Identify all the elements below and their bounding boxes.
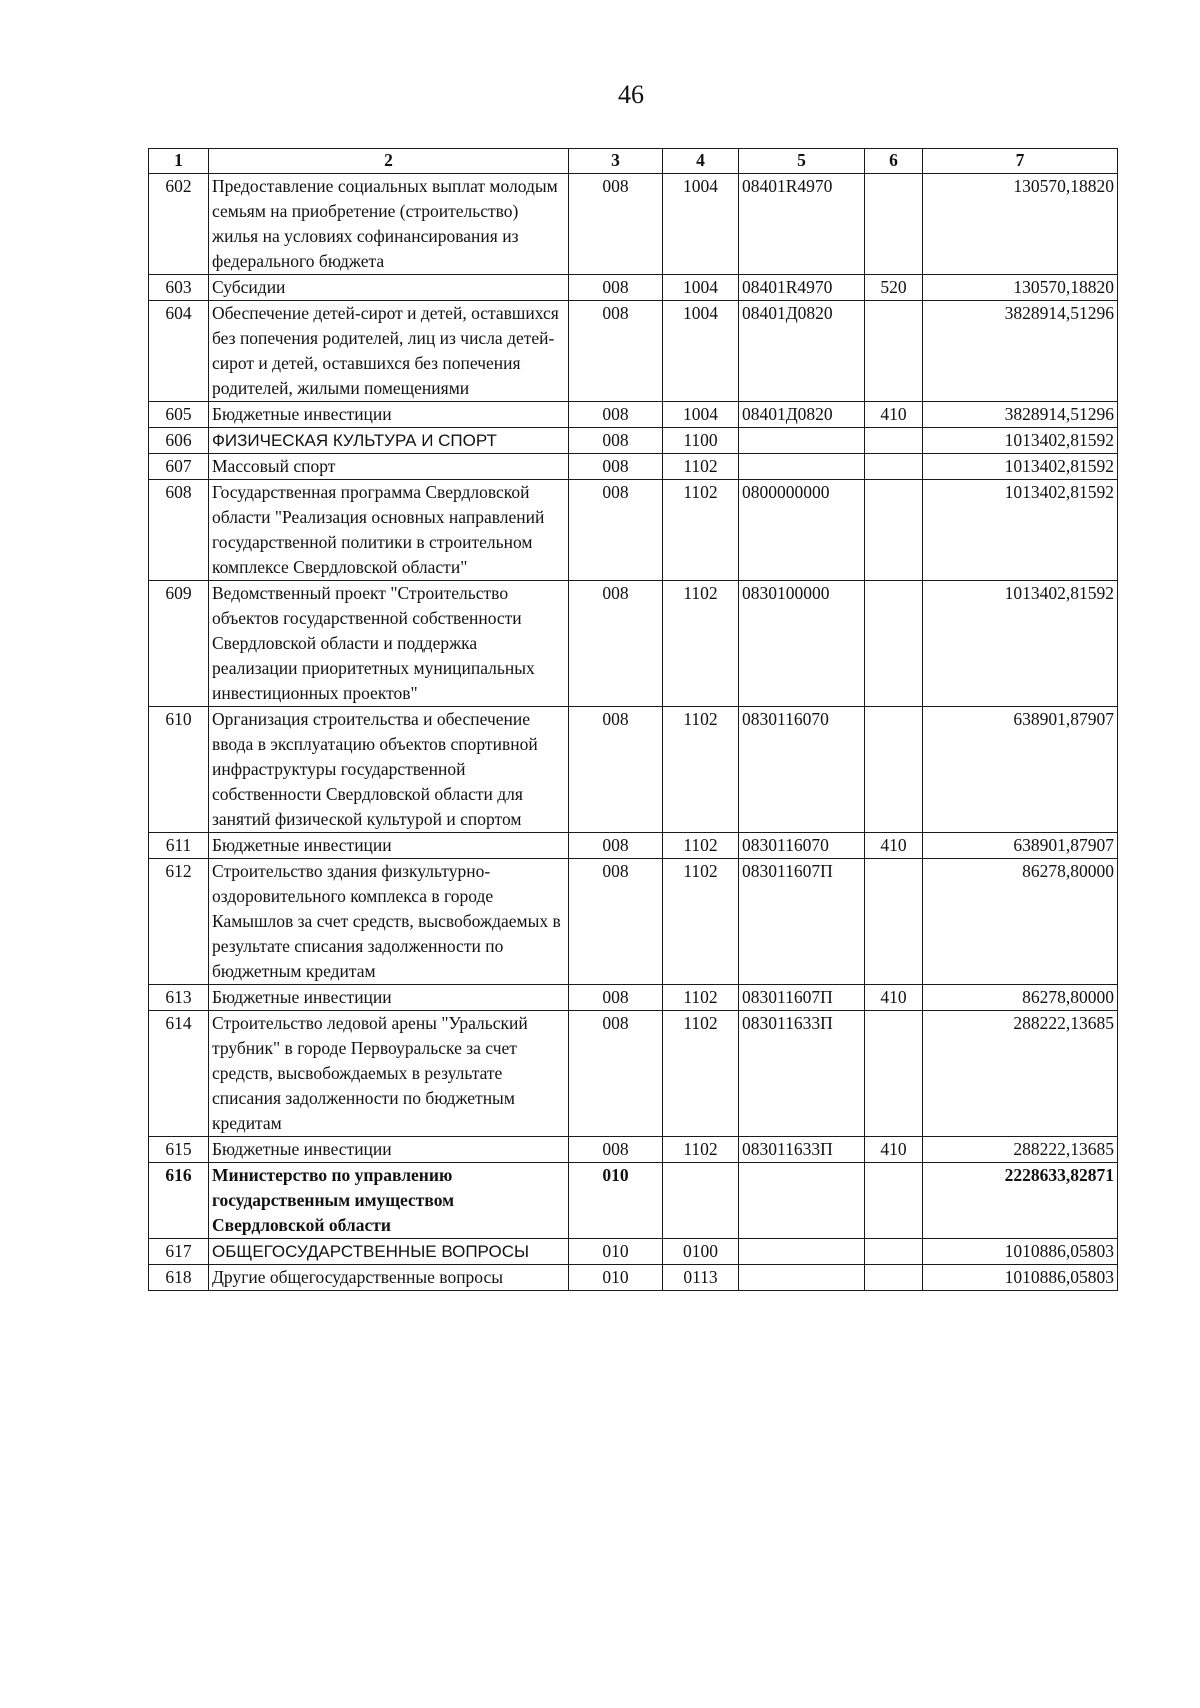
row-number: 604 [149,301,209,402]
row-target-code [739,428,865,454]
row-amount: 130570,18820 [923,174,1118,275]
row-expense-type [865,428,923,454]
table-row [149,1265,1118,1291]
row-ministry-code: 008 [569,402,663,428]
row-amount: 288222,13685 [923,1011,1118,1137]
row-ministry-code: 010 [569,1163,663,1239]
row-expense-type [865,174,923,275]
row-description: Массовый спорт [209,454,569,480]
row-expense-type [865,454,923,480]
header-col-5: 5 [739,149,865,174]
row-target-code [739,454,865,480]
row-number: 612 [149,859,209,985]
header-col-7: 7 [923,149,1118,174]
row-target-code: 08401Д0820 [739,301,865,402]
row-amount: 1013402,81592 [923,454,1118,480]
row-description: Строительство ледовой арены "Уральский трубник" в городе Первоуральске за счет средств, высвобождаемых в результате списания задолженности по бюджетным кредитам [209,1011,569,1137]
row-section-code: 1102 [663,859,739,985]
row-description: Обеспечение детей-сирот и детей, оставшихся без попечения родителей, лиц из числа детей-сирот и детей, оставшихся без попечения родителей, жилыми помещениями [209,301,569,402]
row-section-code: 1102 [663,454,739,480]
row-expense-type [865,859,923,985]
row-amount: 86278,80000 [923,985,1118,1011]
row-number: 607 [149,454,209,480]
row-expense-type: 410 [865,402,923,428]
header-col-1: 1 [149,149,209,174]
row-description: Предоставление социальных выплат молодым семьям на приобретение (строительство) жилья на условиях софинансирования из федерального бюджета [209,174,569,275]
row-target-code: 083011607П [739,859,865,985]
row-number: 613 [149,985,209,1011]
row-description: Строительство здания физкультурно-оздоровительного комплекса в городе Камышлов за счет средств, высвобождаемых в результате списания задолженности по бюджетным кредитам [209,859,569,985]
row-amount: 1010886,05803 [923,1265,1118,1291]
row-ministry-code: 010 [569,1265,663,1291]
row-number: 609 [149,581,209,707]
table-row [149,1163,1118,1239]
row-ministry-code: 008 [569,1137,663,1163]
table-body [149,174,1118,1291]
row-number: 610 [149,707,209,833]
row-section-code: 1102 [663,985,739,1011]
row-description: Государственная программа Свердловской области "Реализация основных направлений государственной политики в строительном комплексе Свердловской области" [209,480,569,581]
row-amount: 1013402,81592 [923,480,1118,581]
table-row [149,581,1118,707]
row-section-code: 1102 [663,833,739,859]
row-section-code: 1102 [663,480,739,581]
row-description: Ведомственный проект "Строительство объектов государственной собственности Свердловской области и поддержка реализации приоритетных муниципальных инвестиционных проектов" [209,581,569,707]
row-number: 617 [149,1239,209,1265]
row-amount: 3828914,51296 [923,301,1118,402]
table-row [149,985,1118,1011]
row-amount: 86278,80000 [923,859,1118,985]
row-section-code: 0113 [663,1265,739,1291]
table-row [149,402,1118,428]
row-expense-type [865,1239,923,1265]
table-row [149,833,1118,859]
row-target-code: 083011633П [739,1011,865,1137]
table-row [149,1011,1118,1137]
row-amount: 638901,87907 [923,707,1118,833]
header-col-6: 6 [865,149,923,174]
table-row [149,301,1118,402]
row-target-code [739,1239,865,1265]
row-description: ФИЗИЧЕСКАЯ КУЛЬТУРА И СПОРТ [209,428,569,454]
row-ministry-code: 008 [569,301,663,402]
row-section-code: 1102 [663,707,739,833]
row-number: 603 [149,275,209,301]
row-target-code: 083011633П [739,1137,865,1163]
table-row [149,275,1118,301]
row-amount: 1013402,81592 [923,428,1118,454]
row-number: 618 [149,1265,209,1291]
row-amount: 1013402,81592 [923,581,1118,707]
row-section-code: 1004 [663,174,739,275]
row-section-code: 1100 [663,428,739,454]
budget-table [148,148,1118,1291]
row-number: 616 [149,1163,209,1239]
row-expense-type [865,480,923,581]
row-expense-type [865,1265,923,1291]
row-description: Другие общегосударственные вопросы [209,1265,569,1291]
header-col-2: 2 [209,149,569,174]
row-amount: 1010886,05803 [923,1239,1118,1265]
row-ministry-code: 008 [569,275,663,301]
row-expense-type: 520 [865,275,923,301]
row-expense-type [865,707,923,833]
row-target-code: 083011607П [739,985,865,1011]
row-target-code: 0830100000 [739,581,865,707]
row-target-code [739,1163,865,1239]
row-number: 615 [149,1137,209,1163]
row-target-code: 08401R4970 [739,174,865,275]
row-target-code: 0800000000 [739,480,865,581]
row-expense-type: 410 [865,833,923,859]
row-ministry-code: 008 [569,859,663,985]
row-section-code: 1004 [663,275,739,301]
row-amount: 2228633,82871 [923,1163,1118,1239]
row-number: 606 [149,428,209,454]
row-ministry-code: 008 [569,454,663,480]
table-row [149,480,1118,581]
row-expense-type: 410 [865,1137,923,1163]
row-description: Бюджетные инвестиции [209,402,569,428]
row-expense-type [865,1163,923,1239]
row-amount: 638901,87907 [923,833,1118,859]
table-row [149,859,1118,985]
row-description: Бюджетные инвестиции [209,1137,569,1163]
row-target-code: 0830116070 [739,833,865,859]
header-col-3: 3 [569,149,663,174]
row-expense-type: 410 [865,985,923,1011]
row-number: 602 [149,174,209,275]
row-ministry-code: 008 [569,480,663,581]
row-section-code [663,1163,739,1239]
header-col-4: 4 [663,149,739,174]
row-ministry-code: 008 [569,428,663,454]
row-amount: 130570,18820 [923,275,1118,301]
row-target-code: 08401R4970 [739,275,865,301]
row-number: 605 [149,402,209,428]
row-section-code: 1004 [663,301,739,402]
row-amount: 3828914,51296 [923,402,1118,428]
row-section-code: 0100 [663,1239,739,1265]
table-row [149,707,1118,833]
table-row [149,428,1118,454]
row-description: Бюджетные инвестиции [209,985,569,1011]
row-ministry-code: 008 [569,174,663,275]
row-expense-type [865,581,923,707]
row-target-code [739,1265,865,1291]
row-ministry-code: 008 [569,833,663,859]
row-ministry-code: 008 [569,581,663,707]
table-row [149,1239,1118,1265]
row-ministry-code: 008 [569,1011,663,1137]
row-expense-type [865,301,923,402]
row-ministry-code: 010 [569,1239,663,1265]
row-number: 614 [149,1011,209,1137]
table-row [149,174,1118,275]
row-target-code: 0830116070 [739,707,865,833]
table-row [149,454,1118,480]
row-section-code: 1102 [663,1011,739,1137]
row-expense-type [865,1011,923,1137]
row-description: ОБЩЕГОСУДАРСТВЕННЫЕ ВОПРОСЫ [209,1239,569,1265]
row-description: Организация строительства и обеспечение ввода в эксплуатацию объектов спортивной инфраструктуры государственной собственности Свердловской области для занятий физической культурой и спортом [209,707,569,833]
row-amount: 288222,13685 [923,1137,1118,1163]
row-number: 608 [149,480,209,581]
page-number: 46 [618,80,644,109]
row-section-code: 1102 [663,581,739,707]
table-row [149,1137,1118,1163]
row-description: Бюджетные инвестиции [209,833,569,859]
row-description: Министерство по управлению государственным имуществом Свердловской области [209,1163,569,1239]
header-row [149,149,1118,174]
row-ministry-code: 008 [569,707,663,833]
row-description: Субсидии [209,275,569,301]
row-section-code: 1102 [663,1137,739,1163]
row-section-code: 1004 [663,402,739,428]
row-ministry-code: 008 [569,985,663,1011]
row-number: 611 [149,833,209,859]
row-target-code: 08401Д0820 [739,402,865,428]
